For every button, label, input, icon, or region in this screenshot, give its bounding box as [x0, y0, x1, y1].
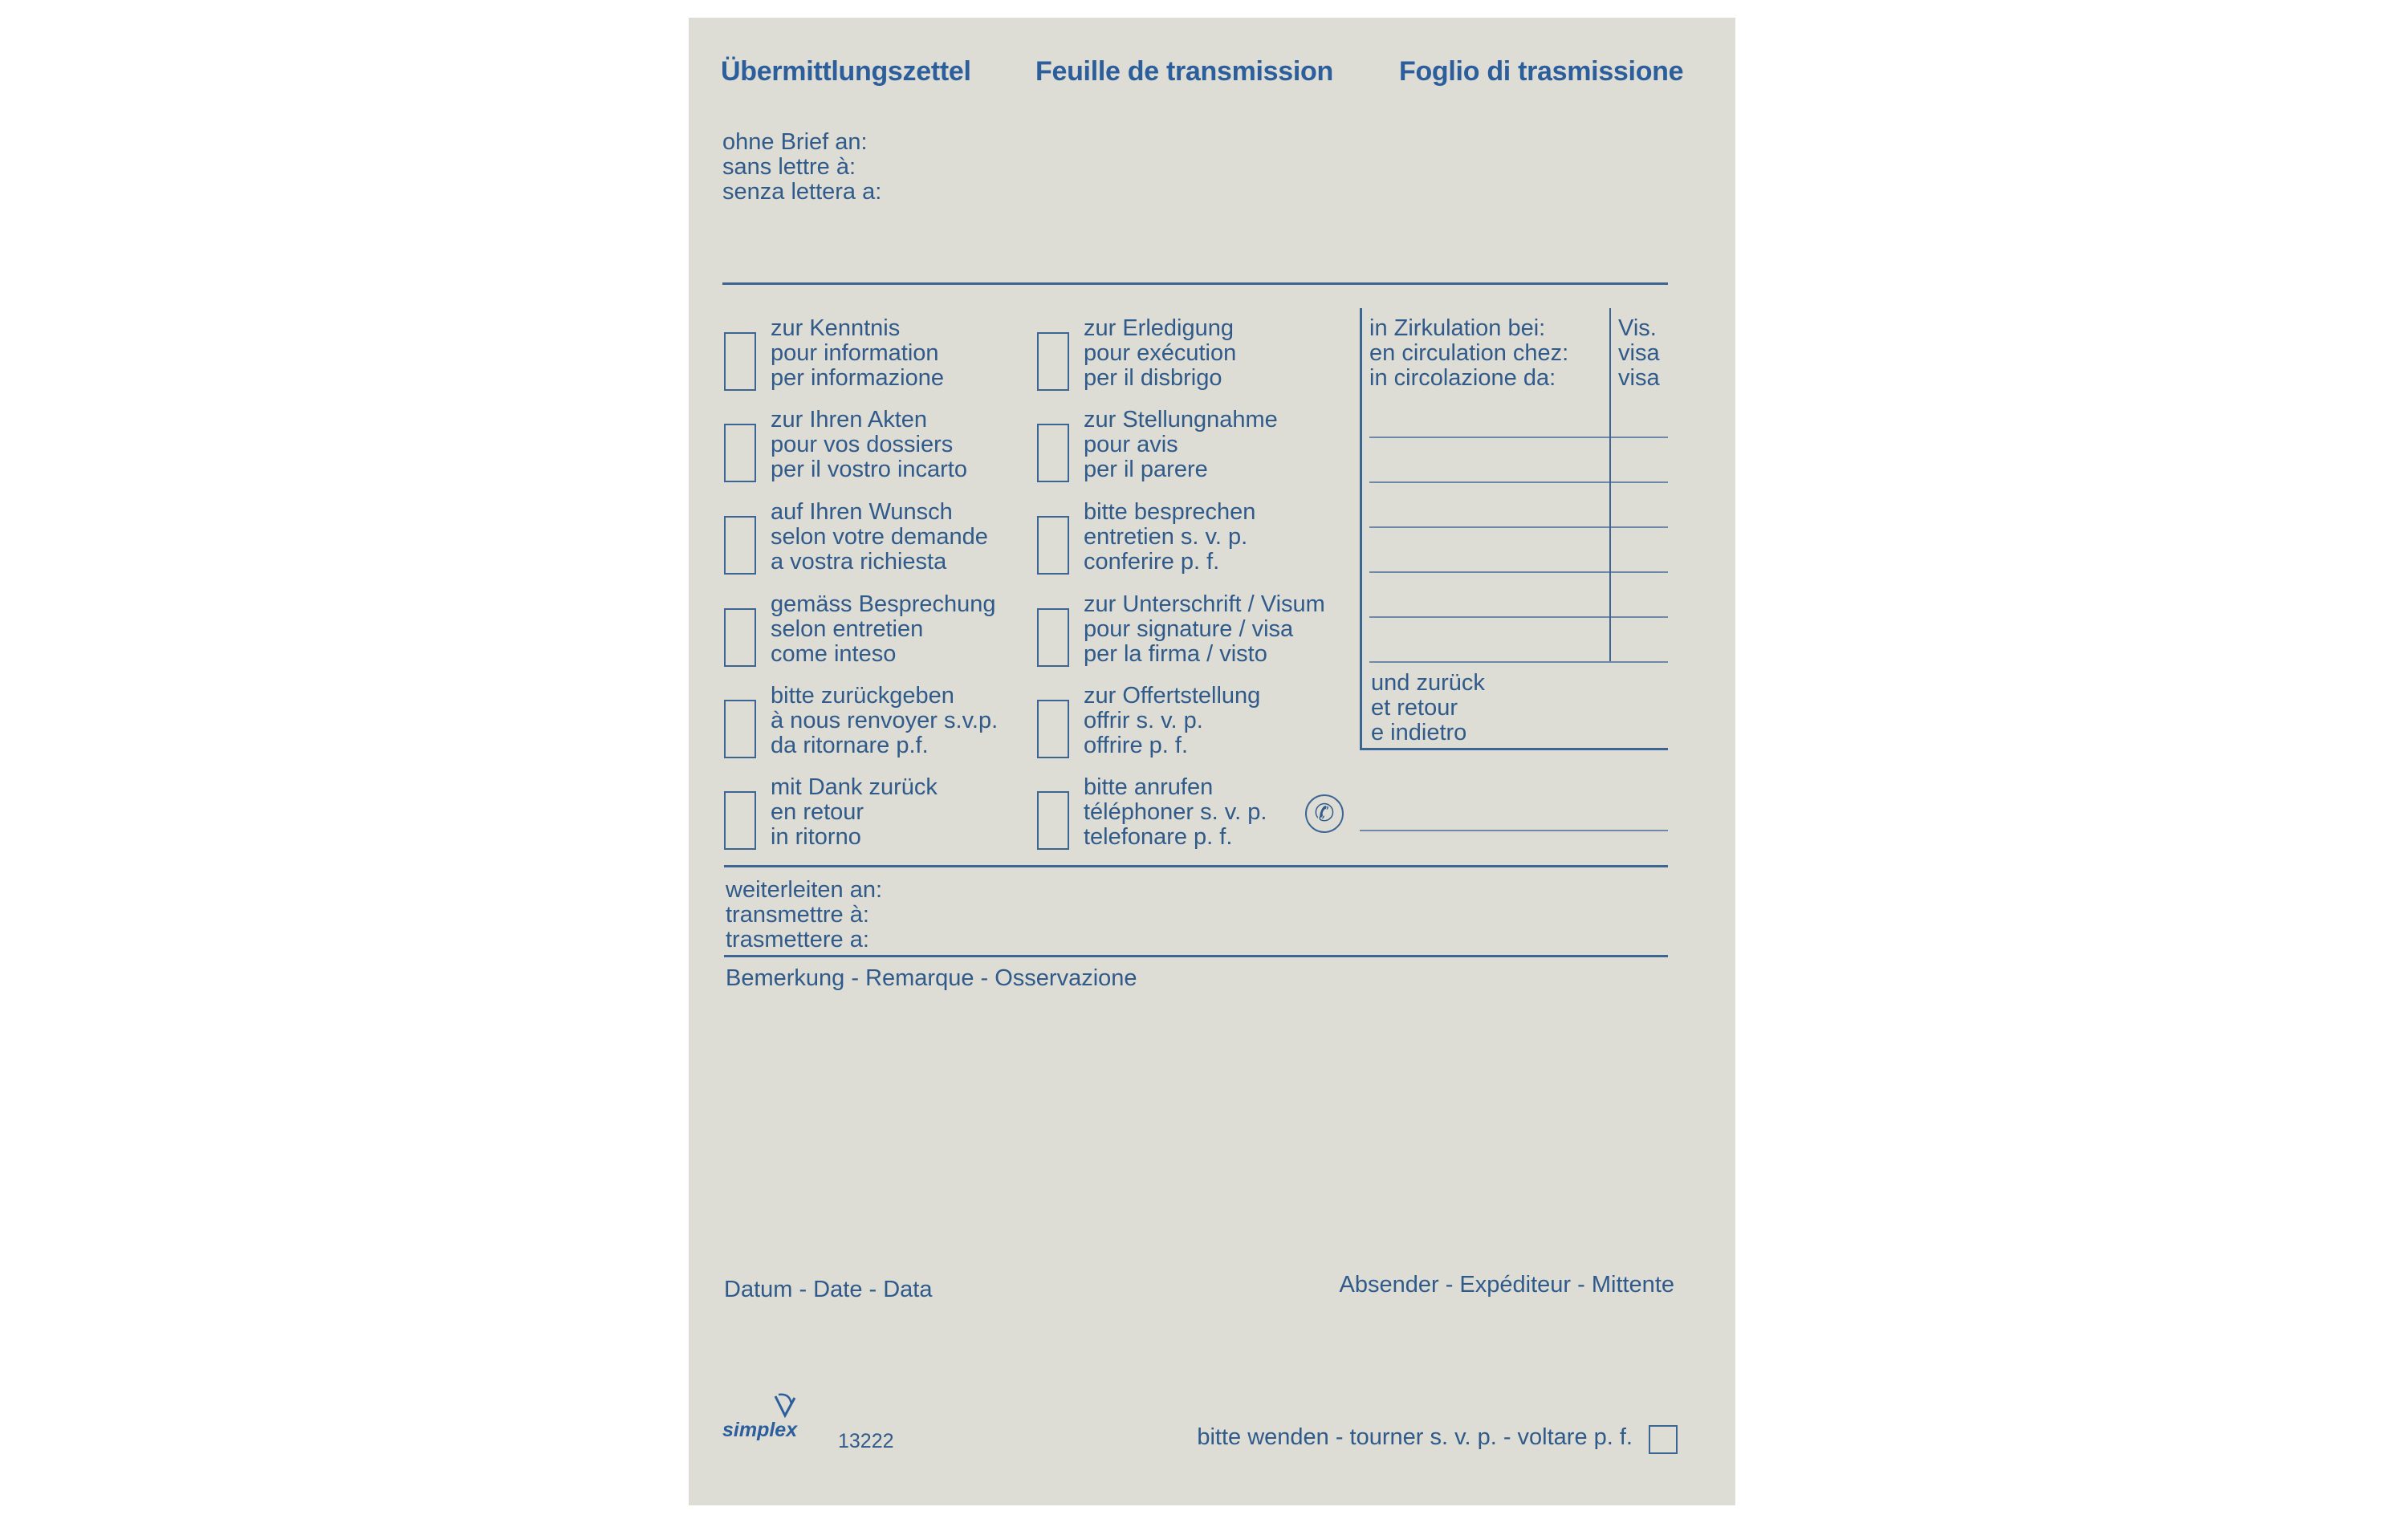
circulation-bottom-line	[1360, 748, 1668, 750]
brand-name: simplex	[722, 1419, 798, 1441]
sender-label: Absender - Expéditeur - Mittente	[1339, 1272, 1674, 1298]
simplex-logo	[722, 1391, 811, 1448]
turn-over-label: bitte wenden - tourner s. v. p. - voltare p. f.	[1197, 1424, 1633, 1450]
circulation-row-line	[1369, 616, 1668, 618]
checkbox[interactable]	[1037, 424, 1069, 482]
checkbox[interactable]	[1037, 332, 1069, 391]
recipient-line	[722, 282, 1668, 285]
circulation-header: in Zirkulation bei: en circulation chez: in circolazione da:	[1369, 315, 1569, 391]
checkbox[interactable]	[724, 700, 756, 758]
circulation-row-line	[1369, 526, 1668, 528]
circulation-row-line	[1369, 571, 1668, 573]
checkbox[interactable]	[1037, 791, 1069, 850]
checkbox[interactable]	[1037, 516, 1069, 575]
checkbox[interactable]	[724, 332, 756, 391]
visa-column-divider	[1609, 308, 1611, 661]
circulation-row-line	[1369, 481, 1668, 483]
turn-over-checkbox[interactable]	[1649, 1425, 1678, 1454]
phone-icon: ✆	[1305, 794, 1344, 833]
options-bottom-line	[724, 865, 1668, 867]
recipient-label: ohne Brief an: sans lettre à: senza lettera a:	[722, 129, 882, 205]
circulation-left-border	[1360, 308, 1362, 749]
circulation-row-line	[1369, 661, 1668, 663]
forward-line	[724, 955, 1668, 957]
circulation-row-line	[1369, 437, 1668, 438]
checkbox[interactable]	[724, 424, 756, 482]
checkbox[interactable]	[1037, 700, 1069, 758]
phone-number-line	[1360, 830, 1668, 831]
checkbox[interactable]	[1037, 608, 1069, 667]
circulation-return: und zurück et retour e indietro	[1371, 670, 1485, 745]
title-de: Übermittlungszettel	[721, 56, 971, 87]
remark-label: Bemerkung - Remarque - Osservazione	[726, 965, 1137, 991]
checkbox[interactable]	[724, 516, 756, 575]
date-label: Datum - Date - Data	[724, 1277, 933, 1302]
title-it: Foglio di trasmissione	[1399, 56, 1684, 87]
title-fr: Feuille de transmission	[1035, 56, 1333, 87]
checkbox[interactable]	[724, 791, 756, 850]
form-number: 13222	[838, 1430, 894, 1452]
forward-label: weiterleiten an: transmettre à: trasmettere a:	[726, 877, 883, 952]
transmission-slip: Übermittlungszettel Feuille de transmission Foglio di trasmissione ohne Brief an: sans lettre à: senza lettera a: zur Kenntnis pour information per informazione zur Ihren Akten pour vos dossiers per il vostro incarto auf Ihren Wunsch selon votre demande a vostra richiesta gemäss Besprechung selon entretien come inteso bitte zurückgeben à nous renvoyer s.v.p. da ritornare p.f. mit Dank zurück en retour in ritorno zur Erledigung pour exécution per il disbrigo zur Stellungnahme pour avis per il parere bitte besprechen entretien s. v. p. conferire p. f. zur Unterschrift / Visum pour signature / visa per la firma / visto zur Offertstellung offrir s. v. p. offrire p. f. bitte anrufen téléphoner s. v. p. telefonare p. f. ✆ in Zirkulation bei: en circulation chez: in circolazione da: Vis. visa visa und zurück et retour e indietro weiterleiten an: transmettre à: trasmettere a: Bemerkung - Remarque - Osservazione Datum - Date - Data Absender - Expéditeur - Mittente simplex 13222 bitte wenden - tourner s. v. p. - voltare p. f.	[689, 18, 1735, 1505]
visa-header: Vis. visa visa	[1618, 315, 1660, 391]
checkbox[interactable]	[724, 608, 756, 667]
